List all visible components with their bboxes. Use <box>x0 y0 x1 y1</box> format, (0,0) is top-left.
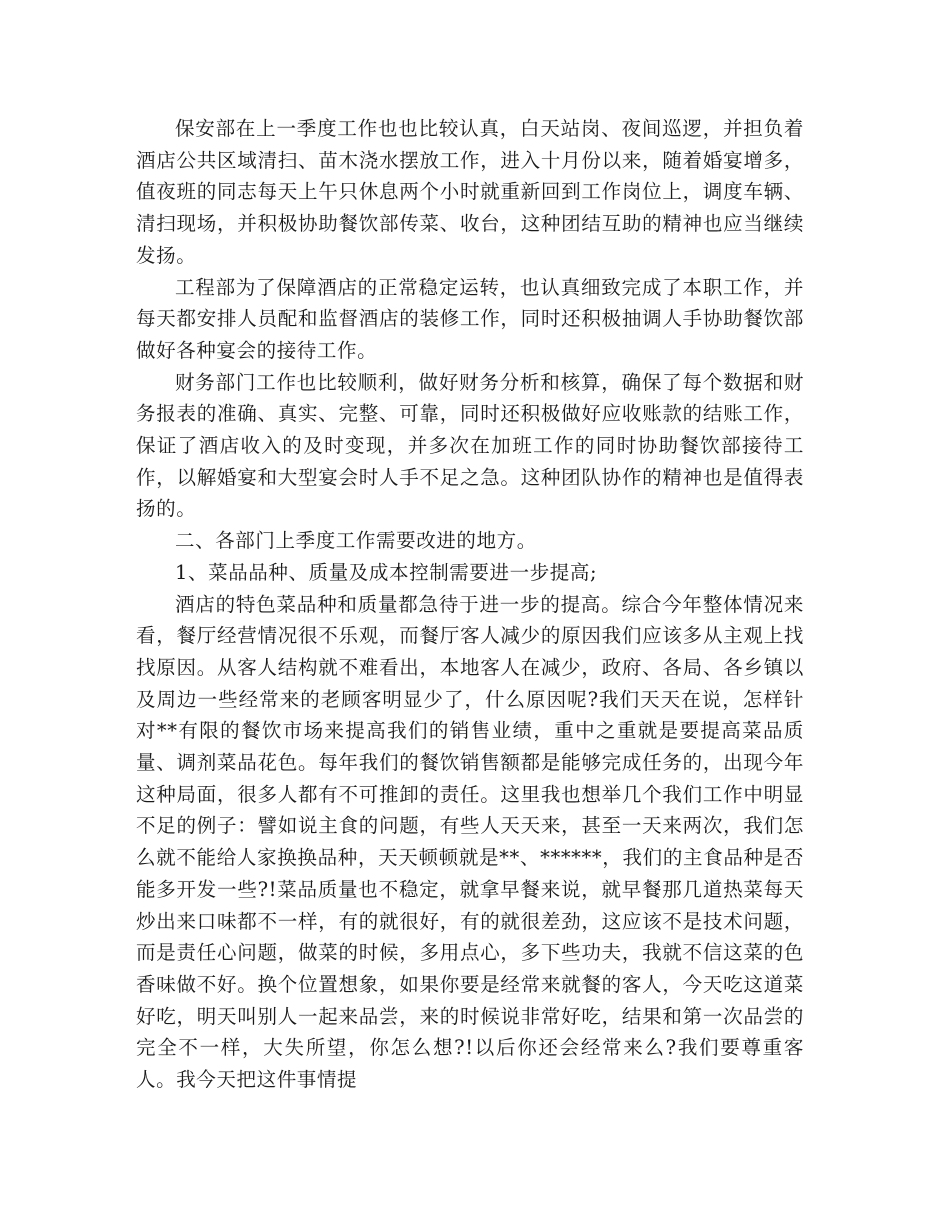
paragraph-finance-dept: 财务部门工作也比较顺利，做好财务分析和核算，确保了每个数据和财务报表的准确、真实、完整、可靠，同时还积极做好应收账款的结账工作，保证了酒店收入的及时变现，并多次在加班工作的同时协助餐饮部接待工作，以解婚宴和大型宴会时人手不足之急。这种团队协作的精神也是值得表扬的。 <box>136 370 804 521</box>
paragraph-dish-quality: 酒店的特色菜品种和质量都急待于进一步的提高。综合今年整体情况来看，餐厅经营情况很不乐观，而餐厅客人减少的原因我们应该多从主观上找找原因。从客人结构就不难看出，本地客人在减少，政府、各局、各乡镇以及周边一些经常来的老顾客明显少了，什么原因呢?我们天天在说，怎样针对**有限的餐饮市场来提高我们的销售业绩，重中之重就是要提高菜品质量、调剂菜品花色。每年我们的餐饮销售额都是能够完成任务的，出现今年这种局面，很多人都有不可推卸的责任。这里我也想举几个我们工作中明显不足的例子：譬如说主食的问题，有些人天天来，甚至一天来两次，我们怎么就不能给人家换换品种，天天顿顿就是**、******，我们的主食品种是否能多开发一些?!菜品质量也不稳定，就拿早餐来说，就早餐那几道热菜每天炒出来口味都不一样，有的就很好，有的就很差劲，这应该不是技术问题，而是责任心问题，做菜的时候，多用点心，多下些功夫，我就不信这菜的色香味做不好。换个位置想象，如果你要是经常来就餐的客人，今天吃这道菜好吃，明天叫别人一起来品尝，来的时候说非常好吃，结果和第一次品尝的完全不一样，大失所望，你怎么想?!以后你还会经常来么?我们要尊重客人。我今天把这件事情提 <box>136 592 804 1092</box>
paragraph-security-dept: 保安部在上一季度工作也也比较认真，白天站岗、夜间巡逻，并担负着酒店公共区域清扫、苗木浇水摆放工作，进入十月份以来，随着婚宴增多，值夜班的同志每天上午只休息两个小时就重新回到工作岗位上，调度车辆、清扫现场，并积极协助餐饮部传菜、收台，这种团结互助的精神也应当继续发扬。 <box>136 117 804 267</box>
paragraph-engineering-dept: 工程部为了保障酒店的正常稳定运转，也认真细致完成了本职工作，并每天都安排人员配和监督酒店的装修工作，同时还积极抽调人手协助餐饮部做好各种宴会的接待工作。 <box>136 275 804 362</box>
section-heading-improvements: 二、各部门上季度工作需要改进的地方。 <box>175 529 537 553</box>
subheading-dish-quality: 1、菜品品种、质量及成本控制需要进一步提高; <box>175 560 598 584</box>
document-body <box>136 113 804 1096</box>
